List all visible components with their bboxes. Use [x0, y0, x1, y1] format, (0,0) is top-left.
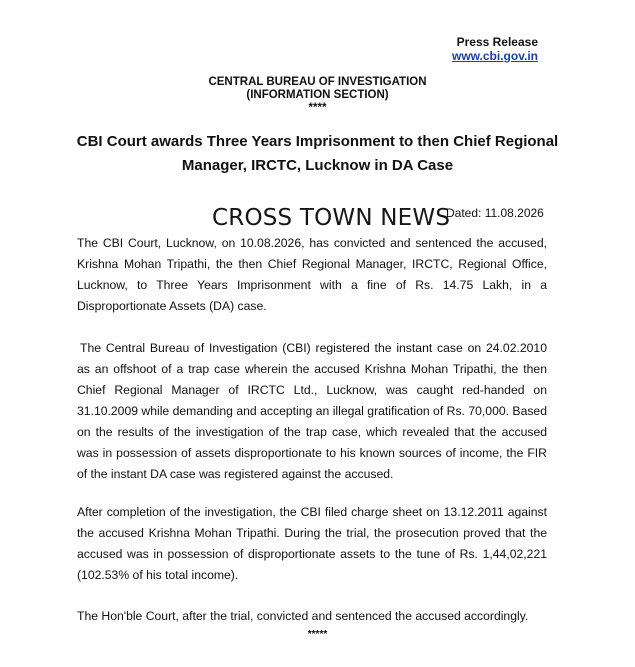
press-release-block — [452, 35, 538, 63]
org-stars: **** — [308, 102, 327, 114]
paragraph-3: After completion of the investigation, the CBI filed charge sheet on 13.12.2011 against the accused Krishna Mohan Tripathi. During the trial, the prosecution proved that the accused was in possession of disproportionate assets to the tune of Rs. 1,44,02,221 (102.53% of his total income). — [77, 505, 547, 582]
headline-line-2: Manager, IRCTC, Lucknow in DA Case — [181, 157, 454, 174]
paragraph-1: The CBI Court, Lucknow, on 10.08.2026, has convicted and sentenced the accused, Krishna Mohan Tripathi, the then Chief Regional Manager, IRCTC, Regional Office, Lucknow, to Three Years Imprisonment with a fine of Rs. 14.75 Lakh, in a Disproportionate Assets (DA) case. — [77, 236, 547, 313]
org-section: (INFORMATION SECTION) — [246, 89, 389, 101]
headline-line-1: CBI Court awards Three Years Imprisonment to then Chief Regional — [76, 133, 559, 150]
organization-header — [0, 76, 635, 115]
paragraph-4: The Hon'ble Court, after the trial, convicted and sentenced the accused accordingly. — [77, 609, 529, 623]
headline — [60, 130, 575, 178]
website-link[interactable]: www.cbi.gov.in — [451, 49, 538, 63]
watermark-text: CROSS TOWN NEWS — [212, 205, 451, 231]
press-release-label: Press Release — [456, 35, 538, 49]
end-stars: ***** — [307, 629, 328, 640]
date-line: Dated: 11.08.2026 — [446, 206, 544, 220]
paragraph-2: The Central Bureau of Investigation (CBI) registered the instant case on 24.02.2010 as an offshoot of a trap case wherein the accused Krishna Mohan Tripathi, the then Chief Regional Manager of IRCTC Ltd., Lucknow, was caught red-handed on 31.10.2009 while demanding and accepting an illegal gratification of Rs. 70,000. Based on the results of the investigation of the trap case, which revealed that the accused was in possession of assets disproportionate to his known sources of income, the FIR of the instant DA case was registered against the accused. — [77, 341, 547, 481]
org-name: CENTRAL BUREAU OF INVESTIGATION — [208, 76, 427, 88]
